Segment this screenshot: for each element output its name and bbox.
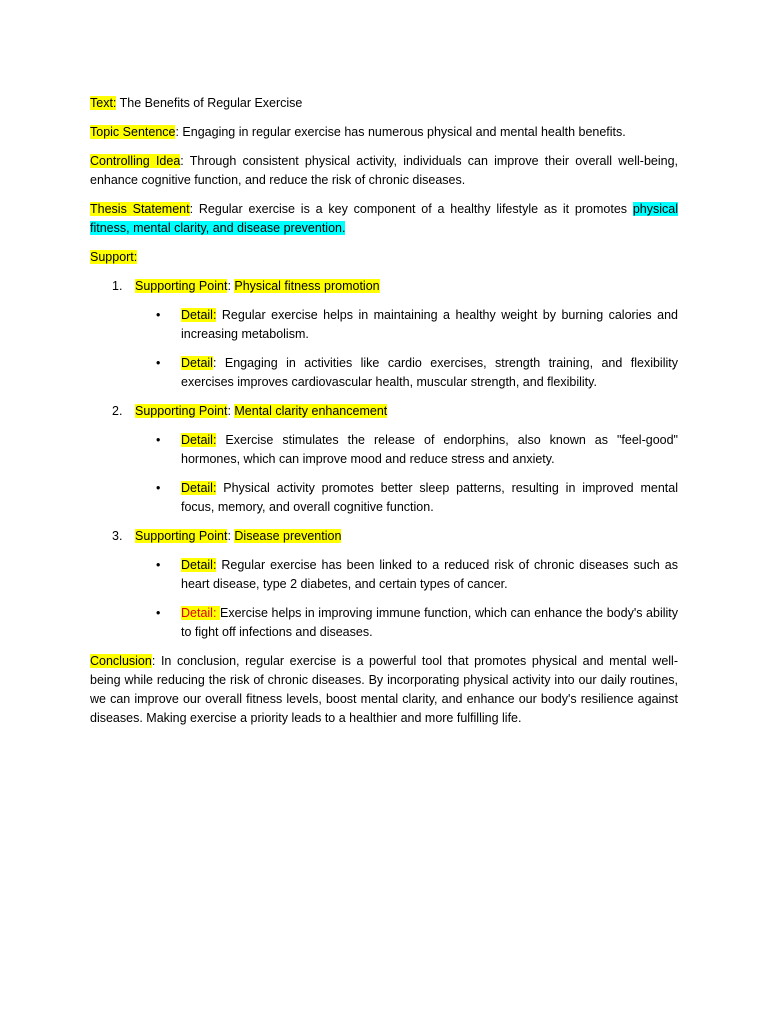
point-label: Supporting Point [135,529,228,543]
detail-text: : Engaging in activities like cardio exercises, strength training, and flexibility exercises improves cardiovascular health, muscular strength, and flexibility. [181,356,678,389]
conclusion [90,652,678,728]
detail-list [90,556,678,642]
point-separator: : [227,279,235,293]
point-label: Supporting Point [135,404,228,418]
bullet-dot-icon: • [156,356,161,370]
detail-item [90,479,678,517]
detail-text: Exercise helps in improving immune function, which can enhance the body's ability to fight off infections and diseases. [181,606,678,639]
detail-text: Regular exercise helps in maintaining a healthy weight by burning calories and increasing metabolism. [181,308,678,341]
text-line [90,94,678,113]
text-label: Text: [90,96,117,110]
detail-item [90,306,678,344]
detail-label: Detail: [181,433,217,447]
point-title: Mental clarity enhancement [234,404,388,418]
detail-text: Regular exercise has been linked to a reduced risk of chronic diseases such as heart disease, type 2 diabetes, and certain types of cancer. [181,558,678,591]
conclusion-label: Conclusion [90,654,152,668]
point-number: 1. [112,279,123,293]
bullet-dot-icon: • [156,308,161,322]
support-label: Support: [90,250,138,264]
point-separator: : [227,529,235,543]
thesis-value: : Regular exercise is a key component of a healthy lifestyle as it promotes [189,202,633,216]
controlling-label: Controlling Idea [90,154,181,168]
detail-item [90,604,678,642]
detail-label: Detail: [181,558,217,572]
detail-item [90,431,678,469]
detail-item [90,556,678,594]
detail-list [90,431,678,517]
topic-value: : Engaging in regular exercise has numerous physical and mental health benefits. [175,125,626,139]
detail-label: Detail [181,356,213,370]
point-label: Supporting Point [135,279,228,293]
text-value: The Benefits of Regular Exercise [116,96,303,110]
support-heading [90,248,678,267]
topic-label: Topic Sentence [90,125,176,139]
point-title: Disease prevention [234,529,342,543]
document-page [90,94,678,738]
detail-text: Physical activity promotes better sleep patterns, resulting in improved mental focus, memory, and overall cognitive function. [181,481,678,514]
point-number: 3. [112,529,123,543]
point-number: 2. [112,404,123,418]
controlling-value: : Through consistent physical activity, individuals can improve their overall well-being, enhance cognitive function, and reduce the risk of chronic diseases. [90,154,679,187]
topic-sentence [90,123,678,142]
supporting-point [90,402,678,421]
supporting-point [90,277,678,296]
point-separator: : [227,404,235,418]
controlling-idea [90,152,678,190]
thesis-statement [90,200,678,238]
detail-item [90,354,678,392]
conclusion-value: : In conclusion, regular exercise is a powerful tool that promotes physical and mental well-being while reducing the risk of chronic diseases. By incorporating physical activity into our daily routines, we can improve our overall fitness levels, boost mental clarity, and enhance our body's resilience against diseases. Making exercise a priority leads to a healthier and more fulfilling life. [90,654,678,725]
thesis-highlight: physical fitness, mental clarity, and disease prevention. [90,202,679,235]
detail-list [90,306,678,392]
point-title: Physical fitness promotion [234,279,380,293]
detail-label: Detail: [181,606,221,620]
bullet-dot-icon: • [156,606,161,620]
bullet-dot-icon: • [156,433,161,447]
detail-label: Detail: [181,308,217,322]
detail-label: Detail: [181,481,217,495]
bullet-dot-icon: • [156,481,161,495]
bullet-dot-icon: • [156,558,161,572]
supporting-point [90,527,678,546]
thesis-label: Thesis Statement [90,202,190,216]
detail-text: Exercise stimulates the release of endorphins, also known as "feel-good" hormones, which can improve mood and reduce stress and anxiety. [181,433,678,466]
